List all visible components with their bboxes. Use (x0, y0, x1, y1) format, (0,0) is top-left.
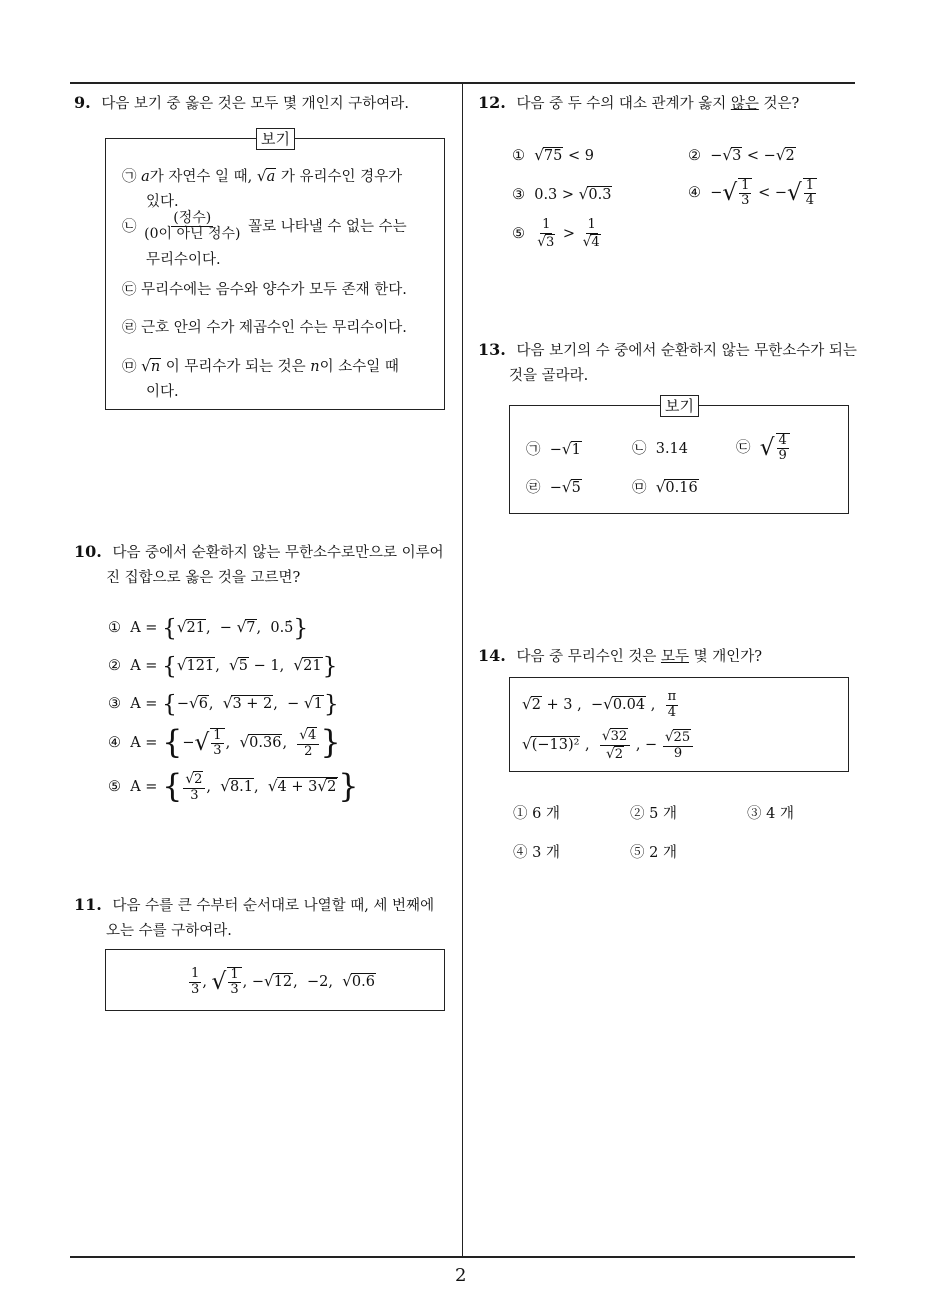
q14-option-3: ③ 4 개 (747, 806, 794, 822)
q12-option-5: ⑤ $\frac{1}{√3}$ > $\frac{1}{√4}$ (512, 217, 600, 250)
q14-option-1: ① 6 개 (513, 806, 560, 822)
q9-item-2-cont: 무리수이다. (146, 252, 221, 268)
q12-option-2: ② −√3 < −√2 (688, 146, 795, 164)
q9-item-4: ㉣ 근호 안의 수가 제곱수인 수는 무리수이다. (122, 320, 407, 336)
q11-box (105, 949, 445, 1011)
q13-box (509, 397, 849, 514)
q14-numbers-line1: √2 + 3 , −√0.04 , $\frac{\pi}{4}$ (522, 689, 677, 720)
q9-number: 9. (74, 93, 91, 112)
q9-prompt (74, 92, 409, 115)
q11-prompt: 11. 다음 수를 큰 수부터 순서대로 나열할 때, 세 번째에 (74, 895, 435, 914)
bottom-rule (70, 1256, 855, 1258)
q14-option-2: ② 5 개 (630, 806, 677, 822)
q11-prompt-cont: 오는 수를 구하여라. (106, 923, 232, 939)
q9-fraction: (정수) (0이 아닌 정수) (144, 210, 241, 243)
q13-item-2: ㉡ 3.14 (632, 441, 689, 457)
q9-box-label: 보기 (256, 128, 295, 150)
q14-numbers-line2: √(−13)² , $\frac{√32}{√2}$ , − $\frac{√25}{9}$ (522, 724, 694, 765)
q10-option-2: ② A = {√121, √5 − 1, √21} (108, 652, 338, 680)
q10-prompt: 10. 다음 중에서 순환하지 않는 무한소수로만으로 이루어 (74, 542, 444, 561)
q14-box (509, 677, 849, 772)
q13-prompt: 13. 다음 보기의 수 중에서 순환하지 않는 무한소수가 되는 (478, 340, 857, 359)
q12-option-4: ④ −√ $\frac{1}{3}$ < −√ $\frac{1}{4}$ (688, 173, 818, 213)
q13-item-1: ㉠ −√1 (526, 440, 581, 458)
q11-numbers: $\frac{1}{3}$ , √ $\frac{1}{3}$ , −√12, −2, √0.6 (191, 966, 375, 997)
q10-prompt-cont: 진 집합으로 옳은 것을 고르면? (106, 570, 301, 586)
q12-option-3: ③ 0.3 > √0.3 (512, 185, 612, 203)
q14-option-4: ④ 3 개 (513, 845, 560, 861)
q9-item-3: ㉢ 무리수에는 음수와 양수가 모두 존재 한다. (122, 282, 407, 298)
q10-option-4: ④ A = {−√ $\frac{1}{3}$ , √0.36, $\frac{√4}{2}$ } (108, 723, 341, 762)
q9-text: 다음 보기 중 옳은 것은 모두 몇 개인지 구하여라. (101, 96, 409, 112)
q13-item-3: ㉢ √ $\frac{4}{9}$ (736, 428, 791, 468)
q9-item-1: ㉠ a가 자연수 일 때, √a 가 유리수인 경우가 (122, 167, 403, 185)
q13-item-5: ㉤ √0.16 (632, 478, 698, 496)
q10-option-1: ① A = {√21, − √7, 0.5̇} (108, 614, 309, 642)
q13-box-label: 보기 (660, 395, 699, 417)
q13-item-4: ㉣ −√5 (526, 478, 581, 496)
q10-option-5: ⑤ A = { $\frac{√2}{3}$ , √8.1, √4 + 3√2} (108, 767, 359, 806)
q9-item-5-cont: 이다. (146, 384, 179, 400)
q12-option-1: ① √75 < 9 (512, 146, 594, 164)
q14-option-5: ⑤ 2 개 (630, 845, 677, 861)
q12-prompt: 12. 다음 중 두 수의 대소 관계가 옳지 않은 것은? (478, 93, 800, 112)
q10-option-3: ③ A = {−√6, √3 + 2, − √1} (108, 690, 339, 718)
q9-box (105, 130, 445, 410)
q14-prompt: 14. 다음 중 무리수인 것은 모두 몇 개인가? (478, 646, 762, 665)
q9-item-2: ㉡ (정수) (0이 아닌 정수) 꼴로 나타낼 수 없는 수는 (122, 210, 407, 243)
q9-item-1-cont: 있다. (146, 194, 179, 210)
q13-prompt-cont: 것을 골라라. (509, 368, 589, 384)
column-divider (462, 83, 463, 1257)
page-number: 2 (455, 1265, 467, 1286)
q9-item-5: ㉤ √n 이 무리수가 되는 것은 n이 소수일 때 (122, 357, 399, 375)
